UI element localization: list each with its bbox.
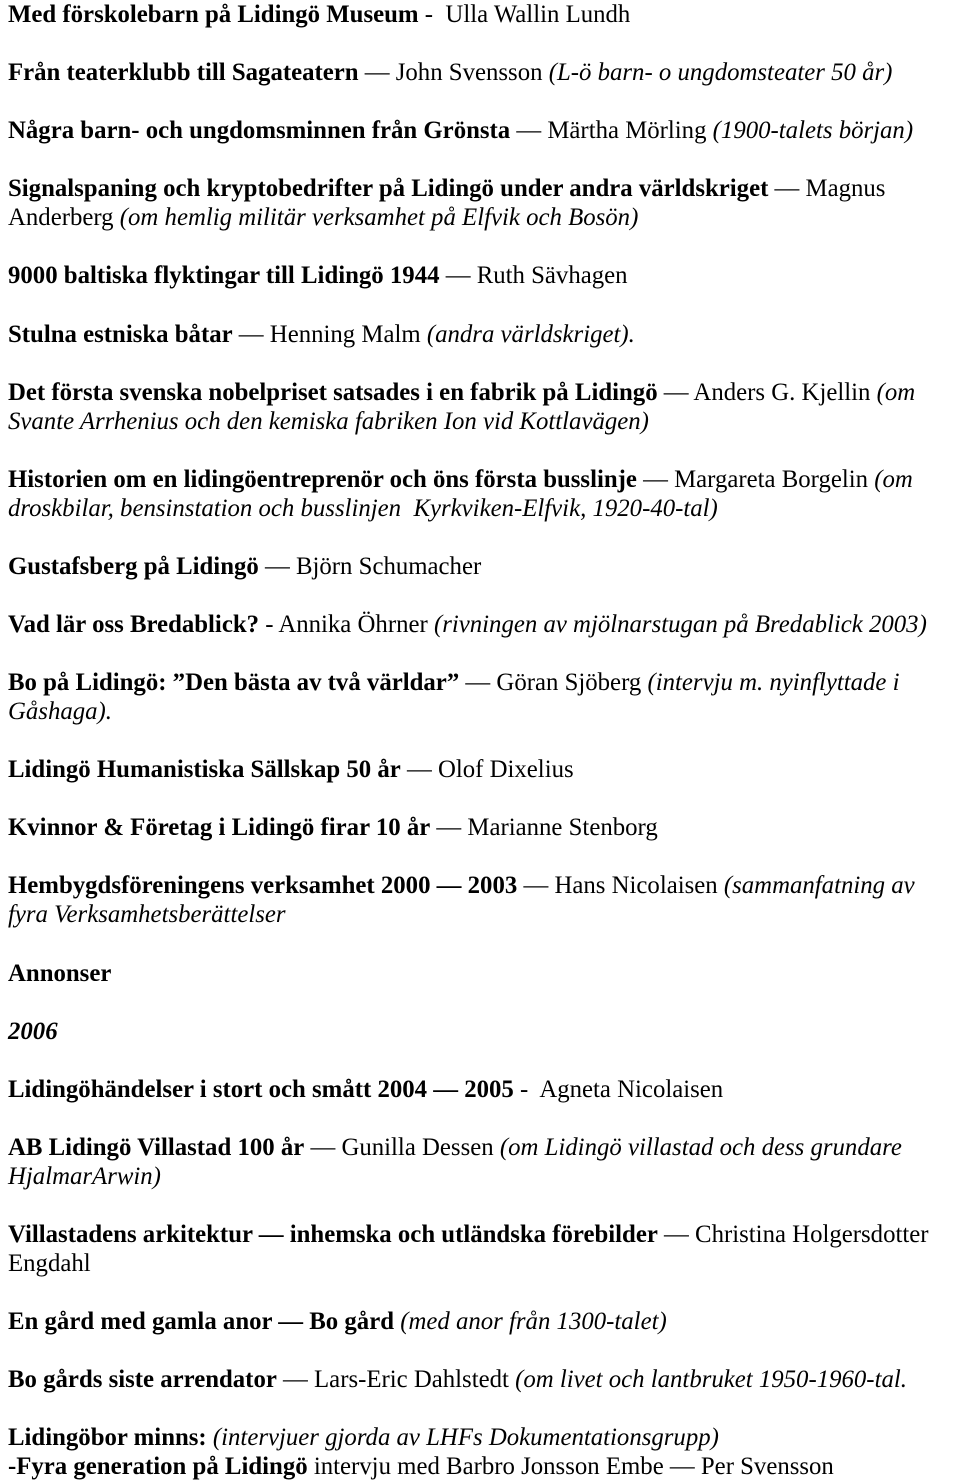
entry-line xyxy=(8,1365,960,1394)
entry-note: HjalmarArwin) xyxy=(8,1162,161,1190)
list-item xyxy=(8,1075,960,1104)
list-item xyxy=(8,1423,960,1481)
entry-title: Stulna estniska båtar xyxy=(8,320,233,348)
entry-byline: Engdahl xyxy=(8,1250,91,1278)
entry-line xyxy=(8,1423,960,1452)
year-heading: 2006 xyxy=(8,1017,58,1045)
entry-line xyxy=(8,697,960,726)
entry-title: Lidingöhändelser i stort och smått 2004 — 2005 xyxy=(8,1075,514,1103)
entry-note: (om livet och lantbruket 1950-1960-tal. xyxy=(515,1366,907,1394)
list-item xyxy=(8,378,960,436)
entry-note: Svante Arrhenius och den kemiska fabriken Ion vid Kottlavägen) xyxy=(8,407,649,435)
entry-byline: — Anders G. Kjellin xyxy=(657,378,877,406)
entry-line xyxy=(8,668,960,697)
entry-note: (rivningen av mjölnarstugan på Bredablick 2003) xyxy=(433,610,927,638)
entry-line xyxy=(8,494,960,523)
list-item xyxy=(8,116,960,145)
entry-title: -Fyra generation på Lidingö xyxy=(8,1453,308,1481)
entry-line xyxy=(8,871,960,900)
entry-title: Vad lär oss Bredablick? xyxy=(8,610,260,638)
entry-line xyxy=(8,1249,960,1278)
entry-line xyxy=(8,378,960,407)
entry-line xyxy=(8,465,960,494)
entry-line xyxy=(8,1307,960,1336)
entry-note: (L-ö barn- o ungdomsteater 50 år) xyxy=(548,59,893,87)
entry-title: Historien om en lidingöentreprenör och öns första busslinje xyxy=(8,465,637,493)
entry-byline: — Christina Holgersdotter xyxy=(657,1220,929,1248)
entry-line xyxy=(8,813,960,842)
entry-byline: — Lars-Eric Dahlstedt xyxy=(276,1366,516,1394)
list-item xyxy=(8,465,960,523)
list-item xyxy=(8,174,960,232)
entry-title: Lidingö Humanistiska Sällskap 50 år xyxy=(8,756,401,784)
entry-byline: — Magnus xyxy=(768,175,886,203)
entry-note: (andra världskriget). xyxy=(426,320,635,348)
list-item xyxy=(8,959,960,988)
entry-byline: — Margareta Borgelin xyxy=(636,465,875,493)
list-item xyxy=(8,813,960,842)
entry-line xyxy=(8,174,960,203)
entry-byline: - Ulla Wallin Lundh xyxy=(418,1,631,28)
list-item xyxy=(8,1017,960,1046)
entry-note: (intervju m. nyinflyttade i xyxy=(647,669,900,697)
entry-byline: — Henning Malm xyxy=(232,320,427,348)
entry-byline: — Hans Nicolaisen xyxy=(517,872,724,900)
entry-line xyxy=(8,116,960,145)
entry-line xyxy=(8,1220,960,1249)
entry-line xyxy=(8,1133,960,1162)
entry-line xyxy=(8,755,960,784)
entry-line xyxy=(8,1452,960,1481)
entry-note: (om Lidingö villastad och dess grundare xyxy=(499,1133,902,1161)
entry-note: droskbilar, bensinstation och busslinjen Kyrkviken-Elfvik, 1920-40-tal) xyxy=(8,494,718,522)
entry-line xyxy=(8,320,960,349)
entry-title: Kvinnor & Företag i Lidingö firar 10 år xyxy=(8,814,431,842)
entry-title: Med förskolebarn på Lidingö Museum xyxy=(8,1,419,28)
entry-title: Annonser xyxy=(8,959,112,987)
entry-title: Några barn- och ungdomsminnen från Grönsta xyxy=(8,117,511,145)
entry-byline: — Märtha Mörling xyxy=(510,117,713,145)
entry-title: En gård med gamla anor — Bo gård xyxy=(8,1308,394,1336)
entry-byline: — Ruth Sävhagen xyxy=(439,262,628,290)
entry-byline: - Annika Öhrner xyxy=(259,610,434,638)
entry-line xyxy=(8,900,960,929)
entry-note: (1900-talets början) xyxy=(712,117,914,145)
entry-line xyxy=(8,1075,960,1104)
list-item xyxy=(8,1365,960,1394)
entry-note: (om xyxy=(874,465,913,493)
entry-title: Bo gårds siste arrendator xyxy=(8,1366,277,1394)
entry-title: Hembygdsföreningens verksamhet 2000 — 2003 xyxy=(8,872,518,900)
entry-byline: — Björn Schumacher xyxy=(258,552,482,580)
entry-byline: — Olof Dixelius xyxy=(400,756,574,784)
list-item xyxy=(8,1220,960,1278)
entry-note: (med anor från 1300-talet) xyxy=(394,1308,667,1336)
entry-byline: — Göran Sjöberg xyxy=(459,669,648,697)
list-item xyxy=(8,261,960,290)
list-item xyxy=(8,668,960,726)
entry-title: Det första svenska nobelpriset satsades i en fabrik på Lidingö xyxy=(8,378,658,406)
entry-note: fyra Verksamhetsberättelser xyxy=(8,901,286,929)
list-item xyxy=(8,610,960,639)
entry-line xyxy=(8,261,960,290)
entry-title: AB Lidingö Villastad 100 år xyxy=(8,1133,305,1161)
entry-line xyxy=(8,203,960,232)
list-item xyxy=(8,320,960,349)
entry-byline: intervju med Barbro Jonsson Embe — Per Svensson xyxy=(307,1453,834,1481)
entry-line xyxy=(8,959,960,988)
entry-line xyxy=(8,610,960,639)
entry-line xyxy=(8,1017,960,1046)
entry-title: 9000 baltiska flyktingar till Lidingö 1944 xyxy=(8,262,440,290)
entry-line xyxy=(8,0,960,29)
list-item xyxy=(8,871,960,929)
entry-byline: — Marianne Stenborg xyxy=(430,814,658,842)
entry-title: Gustafsberg på Lidingö xyxy=(8,552,259,580)
entry-byline: — John Svensson xyxy=(358,59,549,87)
entry-note: (om xyxy=(876,378,916,406)
entry-title: Lidingöbor minns: xyxy=(8,1424,207,1452)
list-item xyxy=(8,0,960,29)
entry-note: (om hemlig militär verksamhet på Elfvik och Bosön) xyxy=(119,204,639,232)
entry-title: Villastadens arkitektur — inhemska och utländska förebilder xyxy=(8,1220,658,1248)
entry-note: (intervjuer gjorda av LHFs Dokumentationsgrupp) xyxy=(206,1424,719,1452)
entry-line xyxy=(8,1162,960,1191)
entry-byline: - Agneta Nicolaisen xyxy=(513,1075,724,1103)
list-item xyxy=(8,1133,960,1191)
entry-title: Från teaterklubb till Sagateatern xyxy=(8,59,359,87)
entry-note: Gåshaga). xyxy=(8,698,113,726)
entry-title: Signalspaning och kryptobedrifter på Lidingö under andra världskriget xyxy=(8,175,769,203)
list-item xyxy=(8,552,960,581)
entry-note: (sammanfatning av xyxy=(723,872,915,900)
entry-line xyxy=(8,58,960,87)
entry-line xyxy=(8,552,960,581)
entry-line xyxy=(8,407,960,436)
list-item xyxy=(8,58,960,87)
list-item xyxy=(8,755,960,784)
list-item xyxy=(8,1307,960,1336)
entry-byline: Anderberg xyxy=(8,204,120,232)
entry-title: Bo på Lidingö: ”Den bästa av två världar” xyxy=(8,669,460,697)
entry-byline: — Gunilla Dessen xyxy=(304,1133,500,1161)
